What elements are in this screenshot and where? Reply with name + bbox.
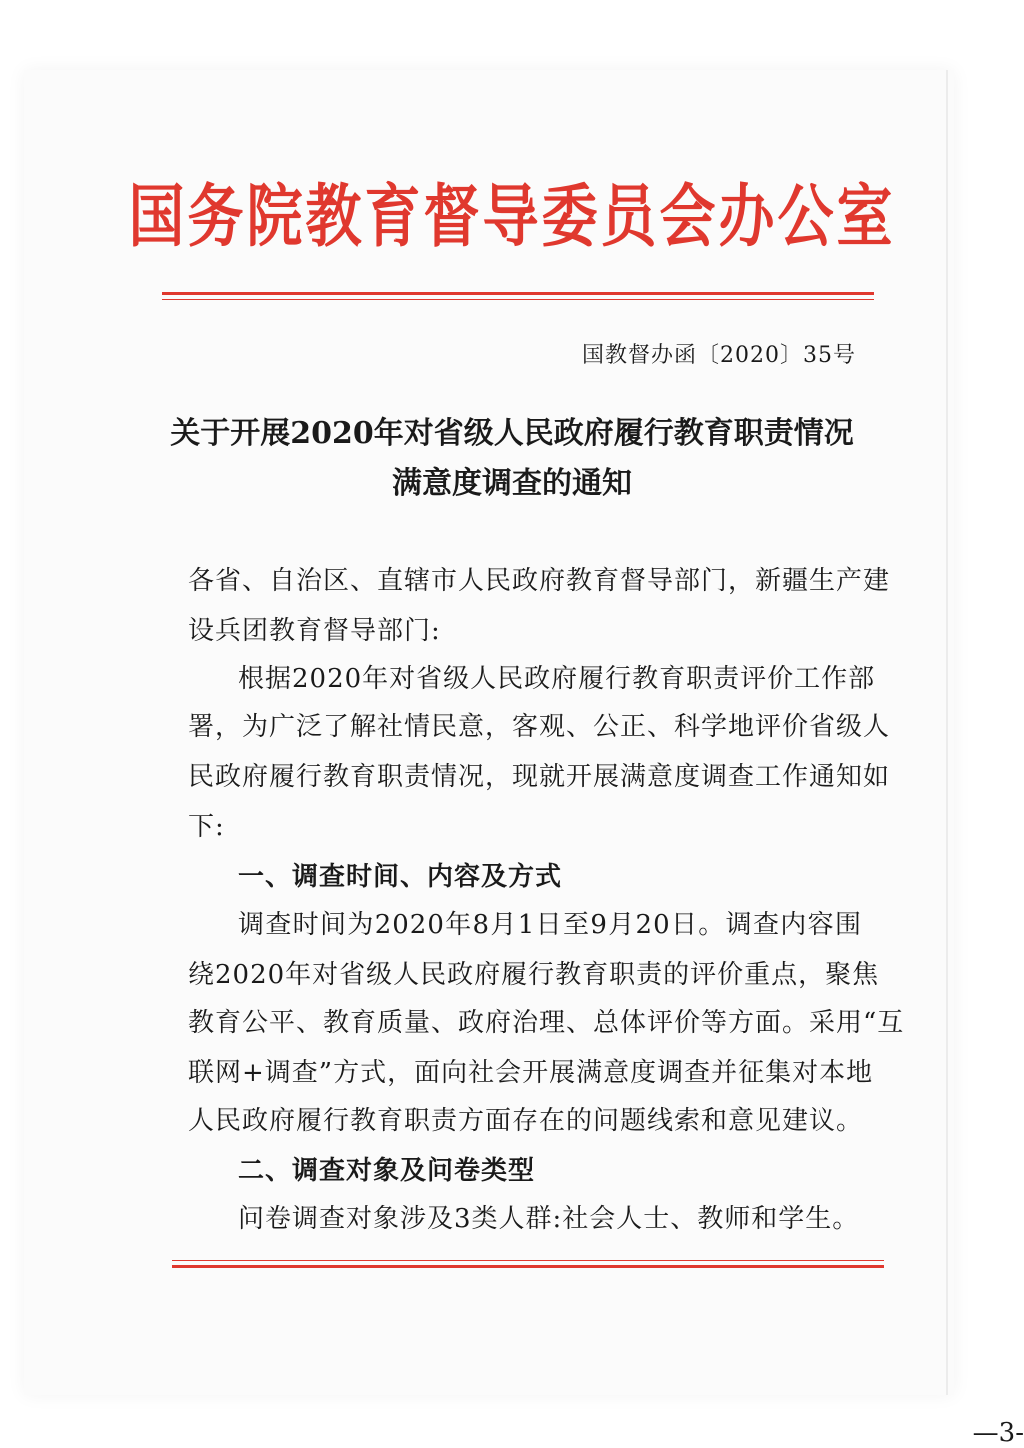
- letterhead-top-rule: [162, 292, 874, 295]
- body-line: 根据2020年对省级人民政府履行教育职责评价工作部: [238, 664, 876, 694]
- section-heading: 一、调查时间、内容及方式: [238, 862, 563, 892]
- body-line: 署，为广泛了解社情民意，客观、公正、科学地评价省级人: [188, 712, 891, 742]
- letterhead-top-rule-thin: [162, 299, 874, 300]
- body-line: 联网+调查”方式，面向社会开展满意度调查并征集对本地: [188, 1058, 874, 1088]
- footer-rule-thin: [172, 1260, 884, 1261]
- body-line: 调查时间为2020年8月1日至9月20日。调查内容围: [238, 910, 862, 940]
- body-line: 民政府履行教育职责情况，现就开展满意度调查工作通知如: [188, 762, 891, 792]
- body-line: 下:: [188, 812, 225, 842]
- body-line: 问卷调查对象涉及3类人群:社会人士、教师和学生。: [238, 1204, 860, 1234]
- section-heading: 二、调查对象及问卷类型: [238, 1156, 536, 1186]
- body-line: 各省、自治区、直辖市人民政府教育督导部门，新疆生产建: [188, 566, 891, 596]
- document-title-line-1: 关于开展2020年对省级人民政府履行教育职责情况: [170, 416, 854, 451]
- document-title-line-2: 满意度调查的通知: [392, 466, 632, 501]
- page-number: —3-: [972, 1418, 1024, 1448]
- body-line: 教育公平、教育质量、政府治理、总体评价等方面。采用“互: [188, 1008, 905, 1038]
- body-line: 人民政府履行教育职责方面存在的问题线索和意见建议。: [188, 1106, 864, 1136]
- document-number: 国教督办函〔2020〕35号: [582, 343, 856, 368]
- letterhead-title: 国务院教育督导委员会办公室: [128, 177, 896, 258]
- body-line: 绕2020年对省级人民政府履行教育职责的评价重点，聚焦: [188, 960, 880, 990]
- footer-rule: [172, 1265, 884, 1268]
- body-line: 设兵团教育督导部门:: [188, 616, 441, 646]
- paper-edge: [946, 70, 948, 1395]
